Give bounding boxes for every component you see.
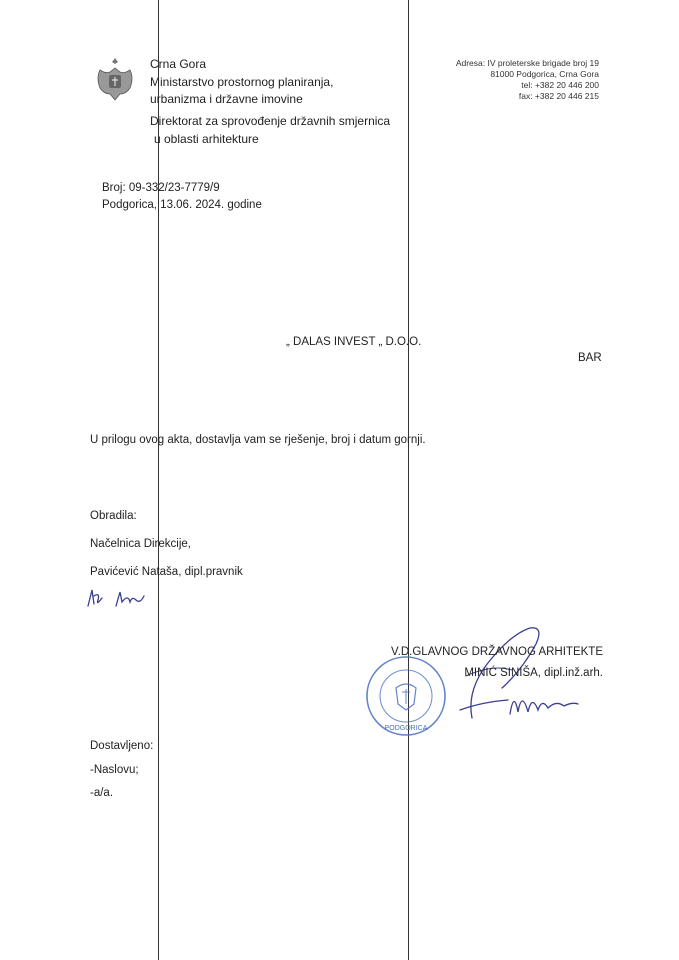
delivered-item: -a/a. (90, 787, 114, 799)
header-ministry-line1: Ministarstvo prostornog planiranja, (150, 75, 334, 89)
prepared-label: Obradila: (90, 510, 137, 522)
reference-number: Broj: 09-332/23-7779/9 (102, 182, 220, 194)
initials-signature (84, 586, 164, 612)
address-line2: 81000 Podgorica, Crna Gora (490, 69, 599, 79)
signatory-title: V.D.GLAVNOG DRŽAVNOG ARHITEKTE (391, 646, 603, 658)
coat-of-arms-icon (94, 56, 136, 104)
address-line1: Adresa: IV proleterske brigade broj 19 (455, 58, 599, 68)
header-ministry-line2: urbanizma i državne imovine (150, 92, 303, 106)
delivered-item: -Naslovu; (90, 764, 139, 776)
header-country: Crna Gora (150, 57, 207, 71)
body-text: U prilogu ovog akta, dostavlja vam se rješenje, broj i datum gornji. (90, 434, 426, 446)
official-stamp (362, 654, 450, 738)
prepared-name: Pavićević Nataša, dipl.pravnik (90, 566, 243, 578)
signatory-name: MINIĆ SINIŠA, dipl.inž.arh. (464, 667, 603, 679)
reference-place-date: Podgorica, 13.06. 2024. godine (102, 199, 262, 211)
header-directorate-line2: u oblasti arhitekture (154, 132, 259, 146)
recipient-city: BAR (578, 352, 602, 364)
prepared-title: Načelnica Direkcije, (90, 538, 191, 550)
address-block (456, 58, 599, 102)
delivered-label: Dostavljeno: (90, 740, 154, 752)
address-fax: fax: +382 20 446 215 (518, 91, 599, 101)
recipient-name: „ DALAS INVEST „ D.O.O. (286, 336, 422, 348)
address-tel: tel: +382 20 446 200 (521, 80, 599, 90)
scan-fold-line-right (408, 0, 409, 960)
header-directorate-line1: Direktorat za sprovođenje državnih smjernica (150, 114, 391, 128)
stamp-city: PODGORICA (384, 725, 428, 732)
